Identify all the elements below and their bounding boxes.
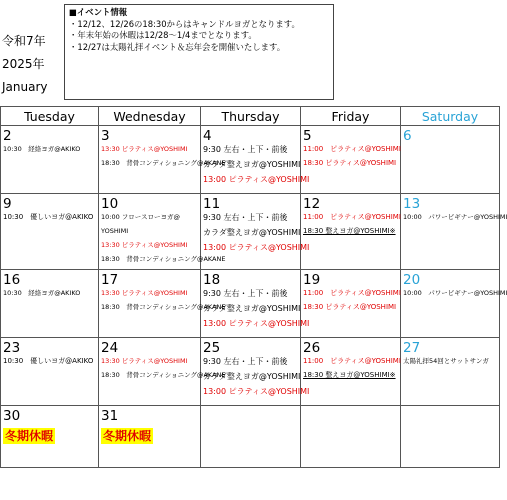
- calendar-day-cell: [401, 270, 507, 338]
- class-entry: 13:00 ピラティス@YOSHIMI: [203, 319, 310, 328]
- calendar-day-cell: [401, 126, 500, 194]
- day-number: 12: [303, 196, 321, 212]
- calendar-day-cell: [301, 194, 401, 270]
- calendar-day-cell: [99, 406, 201, 468]
- weekday-wednesday: Wednesday: [99, 107, 201, 126]
- holiday-label: 冬期休暇: [5, 429, 54, 443]
- weekday-header-row: [1, 107, 500, 126]
- class-entry: 9:30 左右・上下・前後: [203, 145, 288, 154]
- year-label: [2, 30, 48, 99]
- weekday-thursday: Thursday: [201, 107, 301, 126]
- holiday-label: 冬期休暇: [103, 429, 152, 443]
- class-entry: 11:00 ピラティス@YOSHIMI: [303, 357, 401, 365]
- class-entry: 18:30 背骨コンディショニング@AKANE: [101, 303, 226, 311]
- class-entry: カラダ整えヨガ@YOSHIMI: [203, 160, 301, 169]
- weekday-friday: Friday: [301, 107, 401, 126]
- day-number: 31: [101, 408, 119, 424]
- calendar-empty-cell: [201, 406, 301, 468]
- calendar-day-cell: [301, 126, 401, 194]
- class-entry: 18:30 整えヨガ@YOSHIMI※: [303, 227, 396, 235]
- calendar-day-cell: [301, 338, 401, 406]
- class-entry: 13:00 ピラティス@YOSHIMI: [203, 243, 310, 252]
- day-number: 26: [303, 340, 321, 356]
- calendar-empty-cell: [301, 406, 401, 468]
- class-entry: 9:30 左右・上下・前後: [203, 213, 288, 222]
- day-number: 3: [101, 128, 110, 144]
- event-info-line: ・12/27は太陽礼拝イベント＆忘年会を開催いたします。: [69, 41, 286, 52]
- class-entry: 13:30 ピラティス@YOSHIMI: [101, 241, 188, 249]
- calendar-week-row: [1, 406, 500, 468]
- class-entry: カラダ整えヨガ@YOSHIMI: [203, 372, 301, 381]
- calendar-day-cell: [99, 270, 226, 338]
- class-entry: 太陽礼拝54回とサットサンガ: [403, 357, 489, 365]
- calendar-week-row: [1, 270, 500, 338]
- day-number: 23: [3, 340, 21, 356]
- class-entry: YOSHIMI: [101, 227, 129, 235]
- class-entry: 11:00 ピラティス@YOSHIMI: [303, 145, 401, 153]
- day-number: 6: [403, 128, 412, 144]
- class-entry: 10:30 優しいヨガ@AKIKO: [3, 357, 94, 365]
- calendar-day-cell: [1, 406, 99, 468]
- class-entry: 13:00 ピラティス@YOSHIMI: [203, 387, 310, 396]
- weekday-tuesday: Tuesday: [1, 107, 99, 126]
- class-entry: 9:30 左右・上下・前後: [203, 357, 288, 366]
- day-number: 11: [203, 196, 221, 212]
- class-entry: 10:30 経絡ヨガ@AKIKO: [3, 145, 81, 153]
- calendar-day-cell: [1, 194, 99, 270]
- class-entry: 18:30 背骨コンディショニング@AKANE: [101, 159, 226, 167]
- day-number: 19: [303, 272, 321, 288]
- class-entry: 10:00 パワービギナー@YOSHIMI: [403, 213, 507, 221]
- calendar-week-row: [1, 338, 500, 406]
- event-info-title: ■イベント情報: [69, 7, 128, 17]
- class-entry: 11:00 ピラティス@YOSHIMI: [303, 289, 401, 297]
- calendar-day-cell: [201, 338, 310, 406]
- calendar-week-row: [1, 194, 500, 270]
- class-entry: 11:00 ピラティス@YOSHIMI: [303, 213, 401, 221]
- calendar-day-cell: [1, 270, 99, 338]
- event-info-line: ・12/12、12/26の18:30からはキャンドルヨガとなります。: [69, 18, 300, 29]
- calendar-week-row: [1, 126, 500, 194]
- day-number: 9: [3, 196, 12, 212]
- class-entry: 10:30 優しいヨガ@AKIKO: [3, 213, 94, 221]
- calendar-day-cell: [201, 270, 310, 338]
- day-number: 17: [101, 272, 119, 288]
- year: 2025年: [2, 57, 45, 71]
- calendar-day-cell: [401, 194, 507, 270]
- class-entry: 9:30 左右・上下・前後: [203, 289, 288, 298]
- calendar-day-cell: [201, 126, 310, 194]
- class-entry: 10:00 フロースローヨガ@: [101, 213, 180, 221]
- class-entry: カラダ整えヨガ@YOSHIMI: [203, 228, 301, 237]
- class-entry: 13:30 ピラティス@YOSHIMI: [101, 289, 188, 297]
- era-year: 令和7年: [2, 34, 46, 48]
- day-number: 18: [203, 272, 221, 288]
- class-entry: 18:30 ピラティス@YOSHIMI: [303, 303, 397, 311]
- class-entry: 18:30 背骨コンディショニング@AKANE: [101, 371, 226, 379]
- class-entry: 18:30 ピラティス@YOSHIMI: [303, 159, 397, 167]
- class-entry: 18:30 整えヨガ@YOSHIMI※: [303, 371, 396, 379]
- calendar-day-cell: [301, 270, 401, 338]
- day-number: 24: [101, 340, 119, 356]
- class-entry: カラダ整えヨガ@YOSHIMI: [203, 304, 301, 313]
- class-entry: 10:30 経絡ヨガ@AKIKO: [3, 289, 81, 297]
- calendar-day-cell: [99, 126, 226, 194]
- day-number: 2: [3, 128, 12, 144]
- calendar-day-cell: [401, 338, 500, 406]
- day-number: 10: [101, 196, 119, 212]
- event-info-line: ・年末年始の休暇は12/28～1/4までとなります。: [69, 30, 257, 40]
- day-number: 25: [203, 340, 221, 356]
- day-number: 4: [203, 128, 212, 144]
- class-entry: 13:30 ピラティス@YOSHIMI: [101, 145, 188, 153]
- schedule-calendar: [0, 106, 507, 468]
- day-number: 13: [403, 196, 421, 212]
- calendar-day-cell: [1, 338, 99, 406]
- class-entry: 10:00 パワービギナー@YOSHIMI: [403, 289, 507, 297]
- event-info-box: [64, 4, 334, 100]
- day-number: 30: [3, 408, 21, 424]
- class-entry: 18:30 背骨コンディショニング@AKANE: [101, 255, 226, 263]
- calendar-empty-cell: [401, 406, 500, 468]
- day-number: 20: [403, 272, 421, 288]
- class-entry: 13:00 ピラティス@YOSHIMI: [203, 175, 310, 184]
- day-number: 16: [3, 272, 21, 288]
- day-number: 5: [303, 128, 312, 144]
- month-name: January: [2, 80, 48, 94]
- day-number: 27: [403, 340, 421, 356]
- class-entry: 13:30 ピラティス@YOSHIMI: [101, 357, 188, 365]
- weekday-saturday: Saturday: [401, 107, 500, 126]
- calendar-day-cell: [1, 126, 99, 194]
